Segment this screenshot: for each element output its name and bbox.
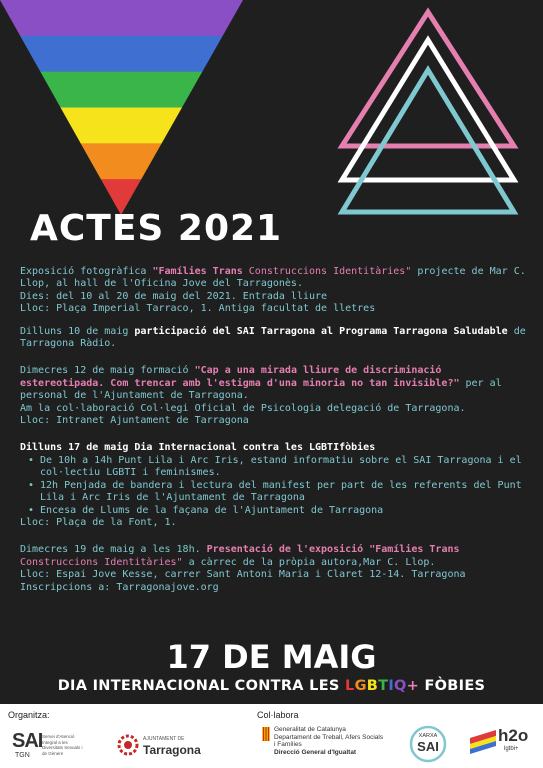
lgbtiq-word	[345, 678, 419, 694]
event-presentation-place: Lloc: Espai Jove Kesse, carrer Sant Antoni Maria i Claret 12-14. Tarragona	[20, 569, 466, 581]
event-exhibition-dates: Dies: del 10 al 20 de maig del 2021. Entrada lliure	[20, 290, 328, 302]
lgbtiq-letter: L	[345, 678, 355, 694]
events-list	[20, 266, 528, 594]
generalitat-logo: Generalitat de Catalunya Departament de Treball, Afers Socials i Famílies Direcció General d'Igualtat	[262, 726, 402, 764]
event-radio: Dilluns 10 de maig participació del SAI Tarragona al Programa Tarragona Saludable de Tarragona Ràdio.	[20, 325, 526, 350]
col-labora-label: Col·labora	[257, 710, 299, 720]
h2o-lgtbi-logo: h2o lgtbi+	[468, 724, 538, 764]
catalan-flag-icon	[262, 727, 270, 741]
event-exhibition: Exposició fotogràfica "Famílies Trans Construccions Identitàries" projecte de Mar C. Llop, al hall de l'Oficina Jove del Tarragonès.	[20, 266, 526, 290]
event-training-collab: Am la col·laboració Col·legi Oficial de Psicologia delegació de Tarragona.	[20, 402, 466, 414]
event-presentation: Dimecres 19 de maig a les 18h. Presentació de l'exposició "Famílies Trans Construccions Identitàries" a càrrec de la pròpia autora,Mar C. Llop.	[20, 544, 460, 568]
list-item: • De 10h a 14h Punt Lila i Arc Iris, estand informatiu sobre el SAI Tarragona i el col·lectiu LGBTI i feminismes.	[34, 455, 528, 480]
list-item: • 12h Penjada de bandera i lectura del manifest per part de les referents del Punt Lila i Arc Iris de l'Ajuntament de Tarragona	[34, 480, 528, 505]
page-title: ACTES 2021	[30, 208, 283, 249]
event-exhibition-place: Lloc: Plaça Imperial Tarraco, 1. Antiga facultat de lletres	[20, 303, 376, 315]
lgbtiq-letter: G	[354, 678, 367, 694]
organitza-label: Organitza:	[8, 710, 50, 720]
lgbtiq-letter: Q	[394, 678, 407, 694]
xarxa-sai-logo: XARXA SAI	[408, 724, 448, 764]
event-training-place: Lloc: Intranet Ajuntament de Tarragona	[20, 415, 249, 427]
event-idahot-place: Lloc: Plaça de la Font, 1.	[20, 516, 177, 528]
ajuntament-tarragona-logo: AJUNTAMENT DE Tarragona	[117, 734, 212, 758]
lgbtiq-letter: +	[406, 678, 420, 694]
list-item: • Encesa de Llums de la façana de l'Ajuntament de Tarragona	[34, 505, 528, 517]
lgbtiq-letter: B	[366, 678, 379, 694]
trans-triangles-icon	[0, 0, 543, 230]
banner-date: 17 DE MAIG	[166, 638, 377, 676]
sai-tgn-logo: SAI TGN Servei d'Atenció Integral a les Diversitats Sexuals i de Gènere	[12, 730, 83, 759]
tarragona-emblem-icon	[117, 734, 139, 756]
event-presentation-signup: Inscripcions a: Tarragonajove.org	[20, 581, 219, 593]
lgbtiq-letter: I	[388, 678, 395, 694]
event-training: Dimecres 12 de maig formació "Cap a una mirada lliure de discriminació estereotipada. Com trencar amb l'estigma d'una minoria no tan invisible?" per al personal de l'Ajuntament de Tarragona.	[20, 365, 502, 402]
banner-subtitle: DIA INTERNACIONAL CONTRA LES LGBTIQ+ FÒBIES	[57, 678, 486, 694]
lgbtiq-letter: T	[378, 678, 389, 694]
event-idahot-items	[20, 455, 528, 517]
event-idahot-heading: Dilluns 17 de maig Dia Internacional contra les LGBTIfòbies	[20, 442, 376, 454]
rainbow-flag-icon	[468, 728, 498, 758]
footer-logos	[0, 704, 543, 768]
